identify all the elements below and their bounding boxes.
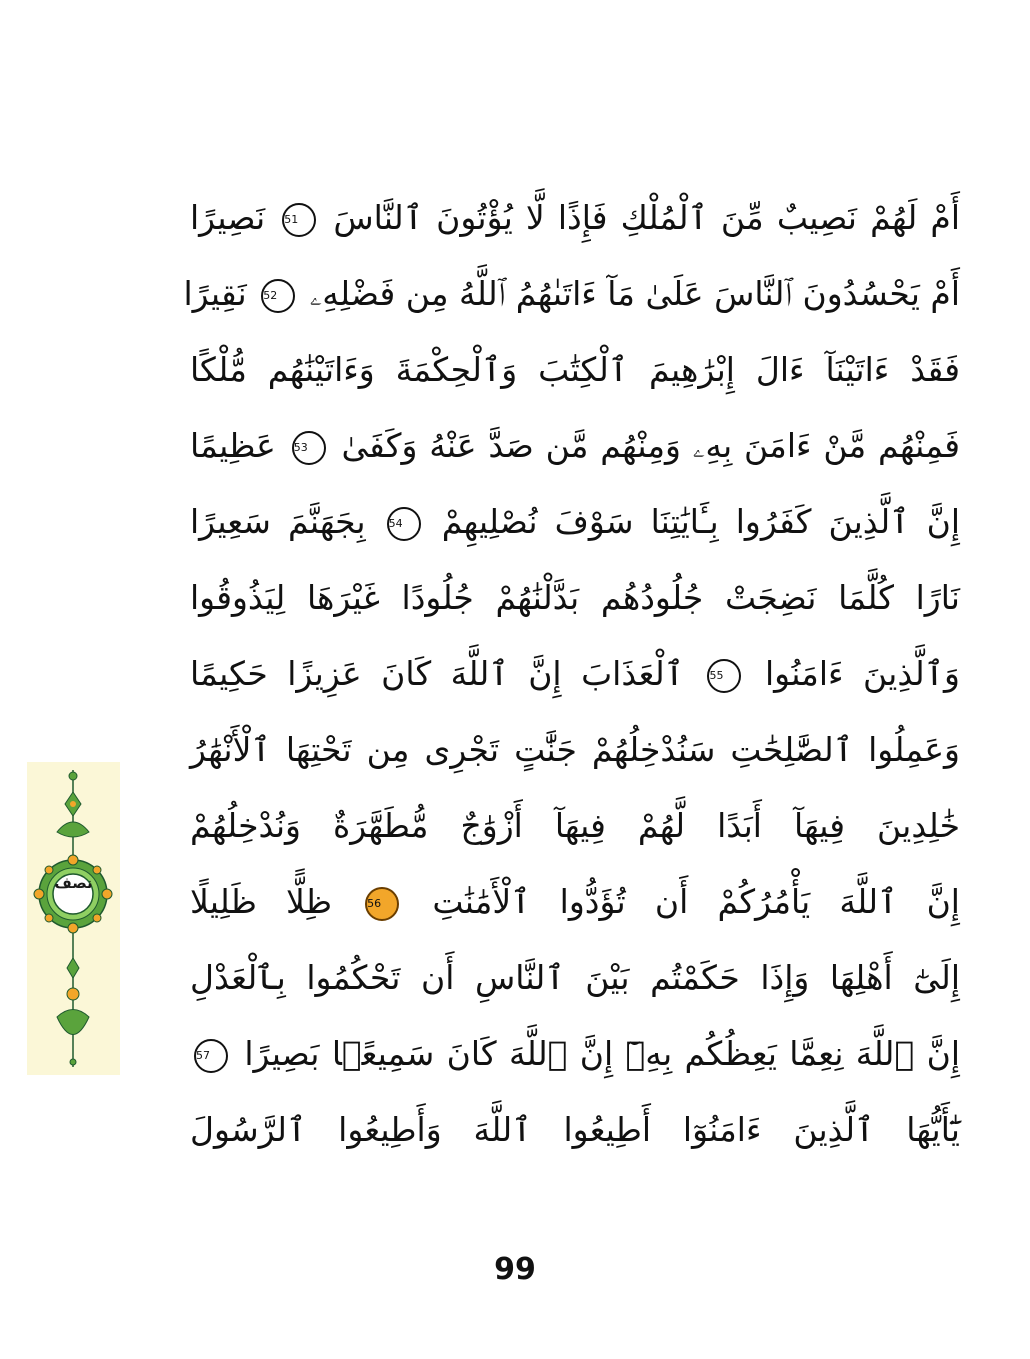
line-segment: نَارًا كُلَّمَا نَضِجَتْ جُلُودُهُم بَدَّلْنَٰهُمْ جُلُودًا غَيْرَهَا لِيَذُوقُوا: [190, 578, 960, 617]
ayah-number-marker: 55: [707, 659, 741, 693]
line-segment: إِنَّ ٱللَّهَ نِعِمَّا يَعِظُكُم بِهِۦٓ إِنَّ ٱللَّهَ كَانَ سَمِيعًۢا بَصِيرًا: [244, 1034, 960, 1073]
text-line-8: [190, 717, 960, 783]
text-line-3: [190, 337, 960, 403]
ayah-number-marker: 53: [292, 431, 326, 465]
line-segment: أَمْ لَهُمْ نَصِيبٌ مِّنَ ٱلْمُلْكِ فَإِذًا لَّا يُؤْتُونَ ٱلنَّاسَ: [333, 198, 961, 237]
text-line-1: [190, 185, 960, 251]
hizb-half-label: نصف: [54, 874, 93, 892]
text-line-11: [190, 945, 960, 1011]
line-segment: خَٰلِدِينَ فِيهَآ أَبَدًا لَّهُمْ فِيهَآ أَزْوَٰجٌ مُّطَهَّرَةٌ وَنُدْخِلُهُمْ: [190, 806, 960, 845]
line-segment: فَمِنْهُم مَّنْ ءَامَنَ بِهِۦ وَمِنْهُم مَّن صَدَّ عَنْهُ وَكَفَىٰ: [341, 426, 960, 465]
quran-text-block: [183, 185, 961, 1175]
text-line-13: [190, 1097, 960, 1163]
ayah-number-marker: 57: [194, 1039, 228, 1073]
line-segment: ظِلًّا ظَلِيلًا: [190, 882, 332, 921]
text-line-6: [190, 565, 960, 631]
margin-ornament-panel: [27, 762, 120, 1075]
text-line-7: [190, 641, 960, 707]
line-segment: بِجَهَنَّمَ سَعِيرًا: [190, 502, 366, 541]
line-segment: وَعَمِلُوا ٱلصَّٰلِحَٰتِ سَنُدْخِلُهُمْ جَنَّٰتٍ تَجْرِى مِن تَحْتِهَا ٱلْأَنْهَٰرُ: [190, 730, 960, 769]
ayah-number-marker: 54: [387, 507, 421, 541]
line-segment: نَصِيرًا: [190, 198, 266, 237]
line-segment: إِلَىٰٓ أَهْلِهَا وَإِذَا حَكَمْتُم بَيْنَ ٱلنَّاسِ أَن تَحْكُمُوا بِٱلْعَدْلِ: [190, 958, 960, 997]
line-segment: عَظِيمًا: [190, 426, 276, 465]
line-segment: أَمْ يَحْسُدُونَ ٱلنَّاسَ عَلَىٰ مَآ ءَاتَىٰهُمُ ٱللَّهُ مِن فَضْلِهِۦ: [309, 274, 960, 313]
line-segment: فَقَدْ ءَاتَيْنَآ ءَالَ إِبْرَٰهِيمَ ٱلْكِتَٰبَ وَٱلْحِكْمَةَ وَءَاتَيْنَٰهُم مُّلْكًا: [190, 350, 960, 389]
line-segment: نَقِيرًا: [183, 274, 247, 313]
ayah-number-marker: 52: [261, 279, 295, 313]
ayah-number-marker: 51: [282, 203, 316, 237]
line-segment: إِنَّ ٱلَّذِينَ كَفَرُوا بِـَٔايَٰتِنَا سَوْفَ نُصْلِيهِمْ: [441, 502, 960, 541]
page-number: 99: [494, 1252, 536, 1287]
text-line-5: [190, 489, 960, 555]
text-line-2: [183, 261, 960, 327]
text-line-10: [190, 869, 960, 935]
text-line-9: [190, 793, 960, 859]
line-segment: إِنَّ ٱللَّهَ يَأْمُرُكُمْ أَن تُؤَدُّوا ٱلْأَمَٰنَٰتِ: [432, 882, 960, 921]
line-segment: ٱلْعَذَابَ إِنَّ ٱللَّهَ كَانَ عَزِيزًا حَكِيمًا: [190, 654, 684, 693]
text-line-12: [190, 1021, 960, 1087]
ornament-icon: [27, 762, 120, 1075]
ayah-number-marker-highlighted: 56: [365, 887, 399, 921]
text-line-4: [190, 413, 960, 479]
line-segment: يَٰٓأَيُّهَا ٱلَّذِينَ ءَامَنُوٓا أَطِيعُوا ٱللَّهَ وَأَطِيعُوا ٱلرَّسُولَ: [190, 1110, 960, 1149]
line-segment: وَٱلَّذِينَ ءَامَنُوا: [765, 654, 960, 693]
